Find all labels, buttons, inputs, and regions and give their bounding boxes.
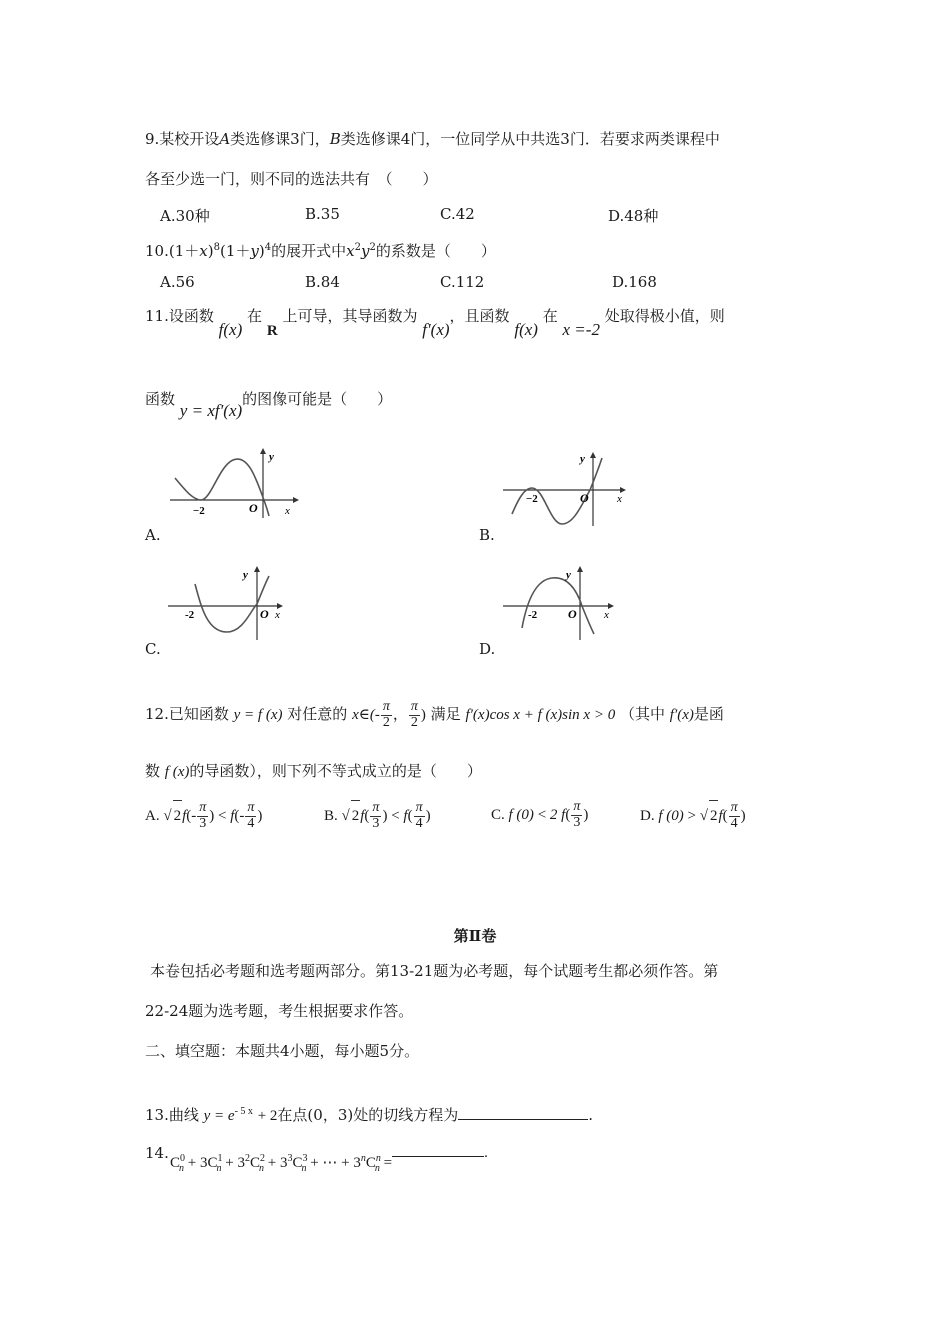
q13-exp: - 5 x xyxy=(234,1106,253,1117)
q9-var-a: A xyxy=(219,130,231,148)
q10-option-a: A.56 xyxy=(160,273,195,291)
q12-opt-b-f2: f xyxy=(403,808,408,824)
q12-opt-a-neg2: (- xyxy=(234,808,245,824)
q14-cn-sup: n xyxy=(375,1153,381,1164)
q14-cn-sub: n xyxy=(374,1163,380,1174)
part2-title: 第Ⅱ卷 xyxy=(453,927,497,945)
q12-line2b: 的导函数），则下列不等式成立的是（ ） xyxy=(189,762,482,780)
q12-opt-d-f0: f (0) xyxy=(658,808,684,824)
q12-opt-a-lt: < xyxy=(218,808,227,824)
q12-frac-num2: π xyxy=(410,699,418,714)
graph-b-minus2: −2 xyxy=(526,493,538,505)
q14-expr xyxy=(170,1145,488,1174)
graph-a-y-label: y xyxy=(269,451,274,463)
q12-opt-d-f: f xyxy=(718,808,723,824)
q14-plus3cube: + 3 xyxy=(267,1155,288,1171)
q12-ineq: f′(x)cos x + f (x)sin x > 0 xyxy=(465,707,616,724)
q11-t2: 上可导，其导函数为 xyxy=(282,307,418,325)
part2-intro-line2: 22-24题为选考题，考生根据要求作答。 xyxy=(145,1002,414,1020)
q13-t1: 在点(0，3)处的切线方程为 xyxy=(277,1106,459,1124)
graph-b-y-label: y xyxy=(580,453,585,465)
q12-opt-a-rp2: ) xyxy=(257,808,263,824)
q14-end: . xyxy=(484,1145,488,1161)
q11-line2a: 函数 xyxy=(145,390,176,408)
q12-opt-b-f: f xyxy=(360,808,365,824)
graph-d-minus2: -2 xyxy=(528,609,538,621)
part2-intro-line1: 本卷包括必考题和选考题两部分。第13-21题为必考题，每个试题考生都必须作答。第 xyxy=(150,962,719,980)
q11-fx2: f(x) xyxy=(514,320,538,339)
q9-text2: 类选修课4门，一位同学从中共选3门．若要求两类课程中 xyxy=(340,130,720,148)
q10-y2: y xyxy=(360,242,370,260)
graph-a-minus2: −2 xyxy=(193,505,205,517)
q12-line1 xyxy=(145,700,724,730)
graph-d-x-label: x xyxy=(604,609,609,621)
d4: 4 xyxy=(415,816,423,832)
q14-c3: C xyxy=(292,1155,303,1171)
q11-R: R xyxy=(266,323,278,339)
graph-c-curve xyxy=(195,576,269,632)
q12-t4: 是函 xyxy=(693,705,724,724)
graph-c xyxy=(165,566,285,642)
q12-opt-c-rp: ) xyxy=(583,807,589,823)
q12-option-c xyxy=(491,800,588,831)
q12-frac-den2: 2 xyxy=(410,714,418,730)
q12-opt-c-label: C. xyxy=(491,807,505,823)
q10-x: x xyxy=(199,242,208,260)
graph-a-origin: O xyxy=(249,501,258,515)
q12-option-a: A. √ 2f(- $\frac{\pi}{3}$ ) < f(- $\frac{\pi}{4}$ ) xyxy=(145,800,263,832)
q10-expr-a: (1＋ xyxy=(168,242,200,260)
q12-opt-a-label: A. xyxy=(145,808,160,824)
q14-answer-blank[interactable] xyxy=(392,1156,484,1157)
q12-line2 xyxy=(145,760,482,781)
q14-c0: C xyxy=(170,1155,181,1171)
q14-cn: C xyxy=(365,1155,376,1171)
q12-option-b: B. √ 2f( $\frac{\pi}{3}$ ) < f( $\frac{\pi}{4}$ ) xyxy=(324,800,431,832)
q12-opt-a-frac2 xyxy=(245,801,256,831)
q13-end: . xyxy=(588,1106,593,1124)
q12-opt-a-neg: (- xyxy=(186,808,197,824)
q9-option-c: C.42 xyxy=(440,205,475,223)
n1: π xyxy=(199,800,207,816)
q11-t5: 处取得极小值，则 xyxy=(604,307,725,325)
q12-opt-d-lp: ( xyxy=(722,808,728,824)
q12-opt-b-lp: ( xyxy=(364,808,370,824)
q12-frac-den: 2 xyxy=(382,714,390,730)
d5: 3 xyxy=(573,815,581,831)
q14-c0-sub: n xyxy=(179,1163,185,1174)
graph-c-x-label: x xyxy=(275,609,280,621)
q12-opt-b-rp: ) xyxy=(382,808,388,824)
q14-prefix: 14. xyxy=(145,1144,169,1162)
q14-plus3sq: + 3 xyxy=(225,1155,245,1171)
graph-b xyxy=(500,452,630,528)
q14-dots: + ⋯ + 3 xyxy=(310,1155,361,1171)
q9-line2: 各至少选一门，则不同的选法共有 （ ） xyxy=(145,170,438,188)
q10-exp4: 4 xyxy=(264,242,272,253)
q12-fp: f′(x) xyxy=(669,707,694,724)
q14-c3-sub: n xyxy=(301,1163,307,1174)
graph-a xyxy=(165,448,300,520)
q12-opt-b-label: B. xyxy=(324,808,338,824)
q12-xin: x∈(- xyxy=(352,707,380,724)
q10-option-c: C.112 xyxy=(440,273,485,291)
q11-line2b: 的图像可能是（ ） xyxy=(242,390,393,408)
q12-frac-num: π xyxy=(382,699,390,714)
d3: 3 xyxy=(372,816,380,832)
graph-d xyxy=(500,566,615,642)
graph-b-x-label: x xyxy=(617,493,622,505)
q12-opt-b-frac2 xyxy=(414,801,425,831)
q12-opt-b-lp2: ( xyxy=(407,808,413,824)
q14-c2-sub: n xyxy=(258,1163,264,1174)
q14-c1: C xyxy=(207,1155,218,1171)
q11-xeq: x =-2 xyxy=(562,320,600,339)
q12-opt-c-frac xyxy=(571,800,582,830)
q12-option-d: D. f (0) > √ 2f( $\frac{\pi}{4}$ ) xyxy=(640,800,746,832)
q12-opt-a-frac1 xyxy=(197,801,208,831)
q12-opt-d-label: D. xyxy=(640,808,655,824)
q12-t2: 满足 xyxy=(430,705,461,724)
q9-option-d: D.48种 xyxy=(608,207,659,225)
q12-t3: （其中 xyxy=(619,705,665,724)
q12-comma: ， xyxy=(392,707,408,724)
q14-c1-sub: n xyxy=(216,1163,222,1174)
graph-c-origin: O xyxy=(260,607,269,621)
q11-line2 xyxy=(145,388,393,420)
q12-t1: 对任意的 xyxy=(287,705,348,724)
q11-prefix: 11.设函数 xyxy=(145,307,214,325)
section-fill-blank: 二、填空题：本题共4小题，每小题5分。 xyxy=(145,1042,420,1060)
q14-ntop: n xyxy=(360,1153,366,1164)
q12-opt-c-lp: ( xyxy=(565,807,571,823)
q13-answer-blank[interactable] xyxy=(458,1119,588,1120)
q9-option-a: A.30种 xyxy=(160,207,210,225)
q12-opt-b-rp2: ) xyxy=(425,808,431,824)
q10-y: y xyxy=(250,242,259,260)
q12-opt-a-f: f xyxy=(182,808,187,824)
q10-exp8: 8 xyxy=(213,242,220,253)
q12-opt-b-frac1 xyxy=(370,801,381,831)
q12-line2a: 数 xyxy=(145,762,161,780)
q12-opt-b-sqrt: 2 xyxy=(351,800,361,831)
d2: 4 xyxy=(247,816,255,832)
q12-prefix: 12.已知函数 xyxy=(145,705,229,724)
graph-c-y-label: y xyxy=(243,569,248,581)
q14-eq: = xyxy=(383,1155,393,1171)
n4: π xyxy=(415,800,423,816)
q11-t1: 在 xyxy=(247,307,263,325)
graph-d-origin: O xyxy=(568,607,577,621)
q11-t3: ，且函数 xyxy=(449,307,510,325)
q9-text1: 类选修课3门， xyxy=(230,130,330,148)
q12-opt-a-sqrt: 2 xyxy=(173,800,183,831)
q12-close: ) xyxy=(420,707,426,724)
q10-text1: 的展开式中 xyxy=(271,242,347,260)
q11-option-a: A. xyxy=(145,526,161,544)
q10-option-b: B.84 xyxy=(305,273,340,291)
n5: π xyxy=(573,799,581,815)
q12-opt-c-f0: f (0) xyxy=(508,807,534,823)
q12-opt-c-lt: < xyxy=(537,807,547,823)
q9-var-b: B xyxy=(329,130,341,148)
q11-fpx: f′(x) xyxy=(422,320,450,339)
graph-a-x-label: x xyxy=(285,505,290,517)
q9-line1 xyxy=(145,128,720,149)
q12-frac-pi2a xyxy=(381,700,392,730)
q11-yexpr: y = xf′(x) xyxy=(179,401,243,420)
q12-opt-c-2f: 2 f xyxy=(549,807,566,823)
q12-opt-d-gt: > xyxy=(687,808,696,824)
q14-cube: 3 xyxy=(287,1153,293,1164)
q11-option-b: B. xyxy=(479,526,495,544)
graph-d-y-label: y xyxy=(566,569,571,581)
q10-prefix: 10. xyxy=(145,242,169,260)
q14-sq: 2 xyxy=(244,1153,250,1164)
q13-y: y = e xyxy=(203,1108,235,1124)
q10-paren1: ) xyxy=(207,242,214,260)
q12-yfx: y = f (x) xyxy=(233,707,283,724)
q10-expr-b: (1＋ xyxy=(219,242,251,260)
q13-prefix: 13.曲线 xyxy=(145,1106,199,1124)
q12-fx: f (x) xyxy=(164,764,190,780)
q11-fx: f(x) xyxy=(218,320,243,339)
q10-text2: 的系数是（ ） xyxy=(375,242,496,260)
d1: 3 xyxy=(199,816,207,832)
q12-opt-a-rp: ) xyxy=(209,808,215,824)
q14-c2: C xyxy=(249,1155,260,1171)
q13-line xyxy=(145,1104,593,1125)
q12-opt-d-rp: ) xyxy=(740,808,746,824)
n3: π xyxy=(372,800,380,816)
graph-c-minus2: -2 xyxy=(185,609,195,621)
q9-prefix: 9.某校开设 xyxy=(145,130,220,148)
graph-b-origin: O xyxy=(580,491,589,505)
q11-line1 xyxy=(145,305,725,339)
q11-t4: 在 xyxy=(542,307,558,325)
q13-plus2: + 2 xyxy=(257,1108,278,1124)
q12-opt-a-f2: f xyxy=(230,808,235,824)
q14-plus3: + 3 xyxy=(187,1155,208,1171)
q12-opt-b-lt: < xyxy=(391,808,400,824)
q12-frac-pi2b xyxy=(409,700,420,730)
q10-option-d: D.168 xyxy=(612,273,657,291)
q11-option-d: D. xyxy=(479,640,496,658)
q14-c1-sup: 1 xyxy=(217,1153,223,1164)
q12-opt-d-sqrt: 2 xyxy=(709,800,719,831)
q10-exp2a: 2 xyxy=(354,242,361,253)
d6: 4 xyxy=(730,816,738,832)
q9-option-b: B.35 xyxy=(305,205,340,223)
n2: π xyxy=(247,800,255,816)
q10-x2: x xyxy=(346,242,355,260)
q14-c2-sup: 2 xyxy=(259,1153,265,1164)
n6: π xyxy=(730,800,738,816)
q11-option-c: C. xyxy=(145,640,161,658)
q14-c3-sup: 3 xyxy=(302,1153,308,1164)
q12-opt-d-frac xyxy=(729,801,740,831)
q10-paren2: ) xyxy=(258,242,265,260)
q14-c0-sup: 0 xyxy=(180,1153,186,1164)
q10-exp2b: 2 xyxy=(369,242,376,253)
q10-line xyxy=(145,240,496,261)
